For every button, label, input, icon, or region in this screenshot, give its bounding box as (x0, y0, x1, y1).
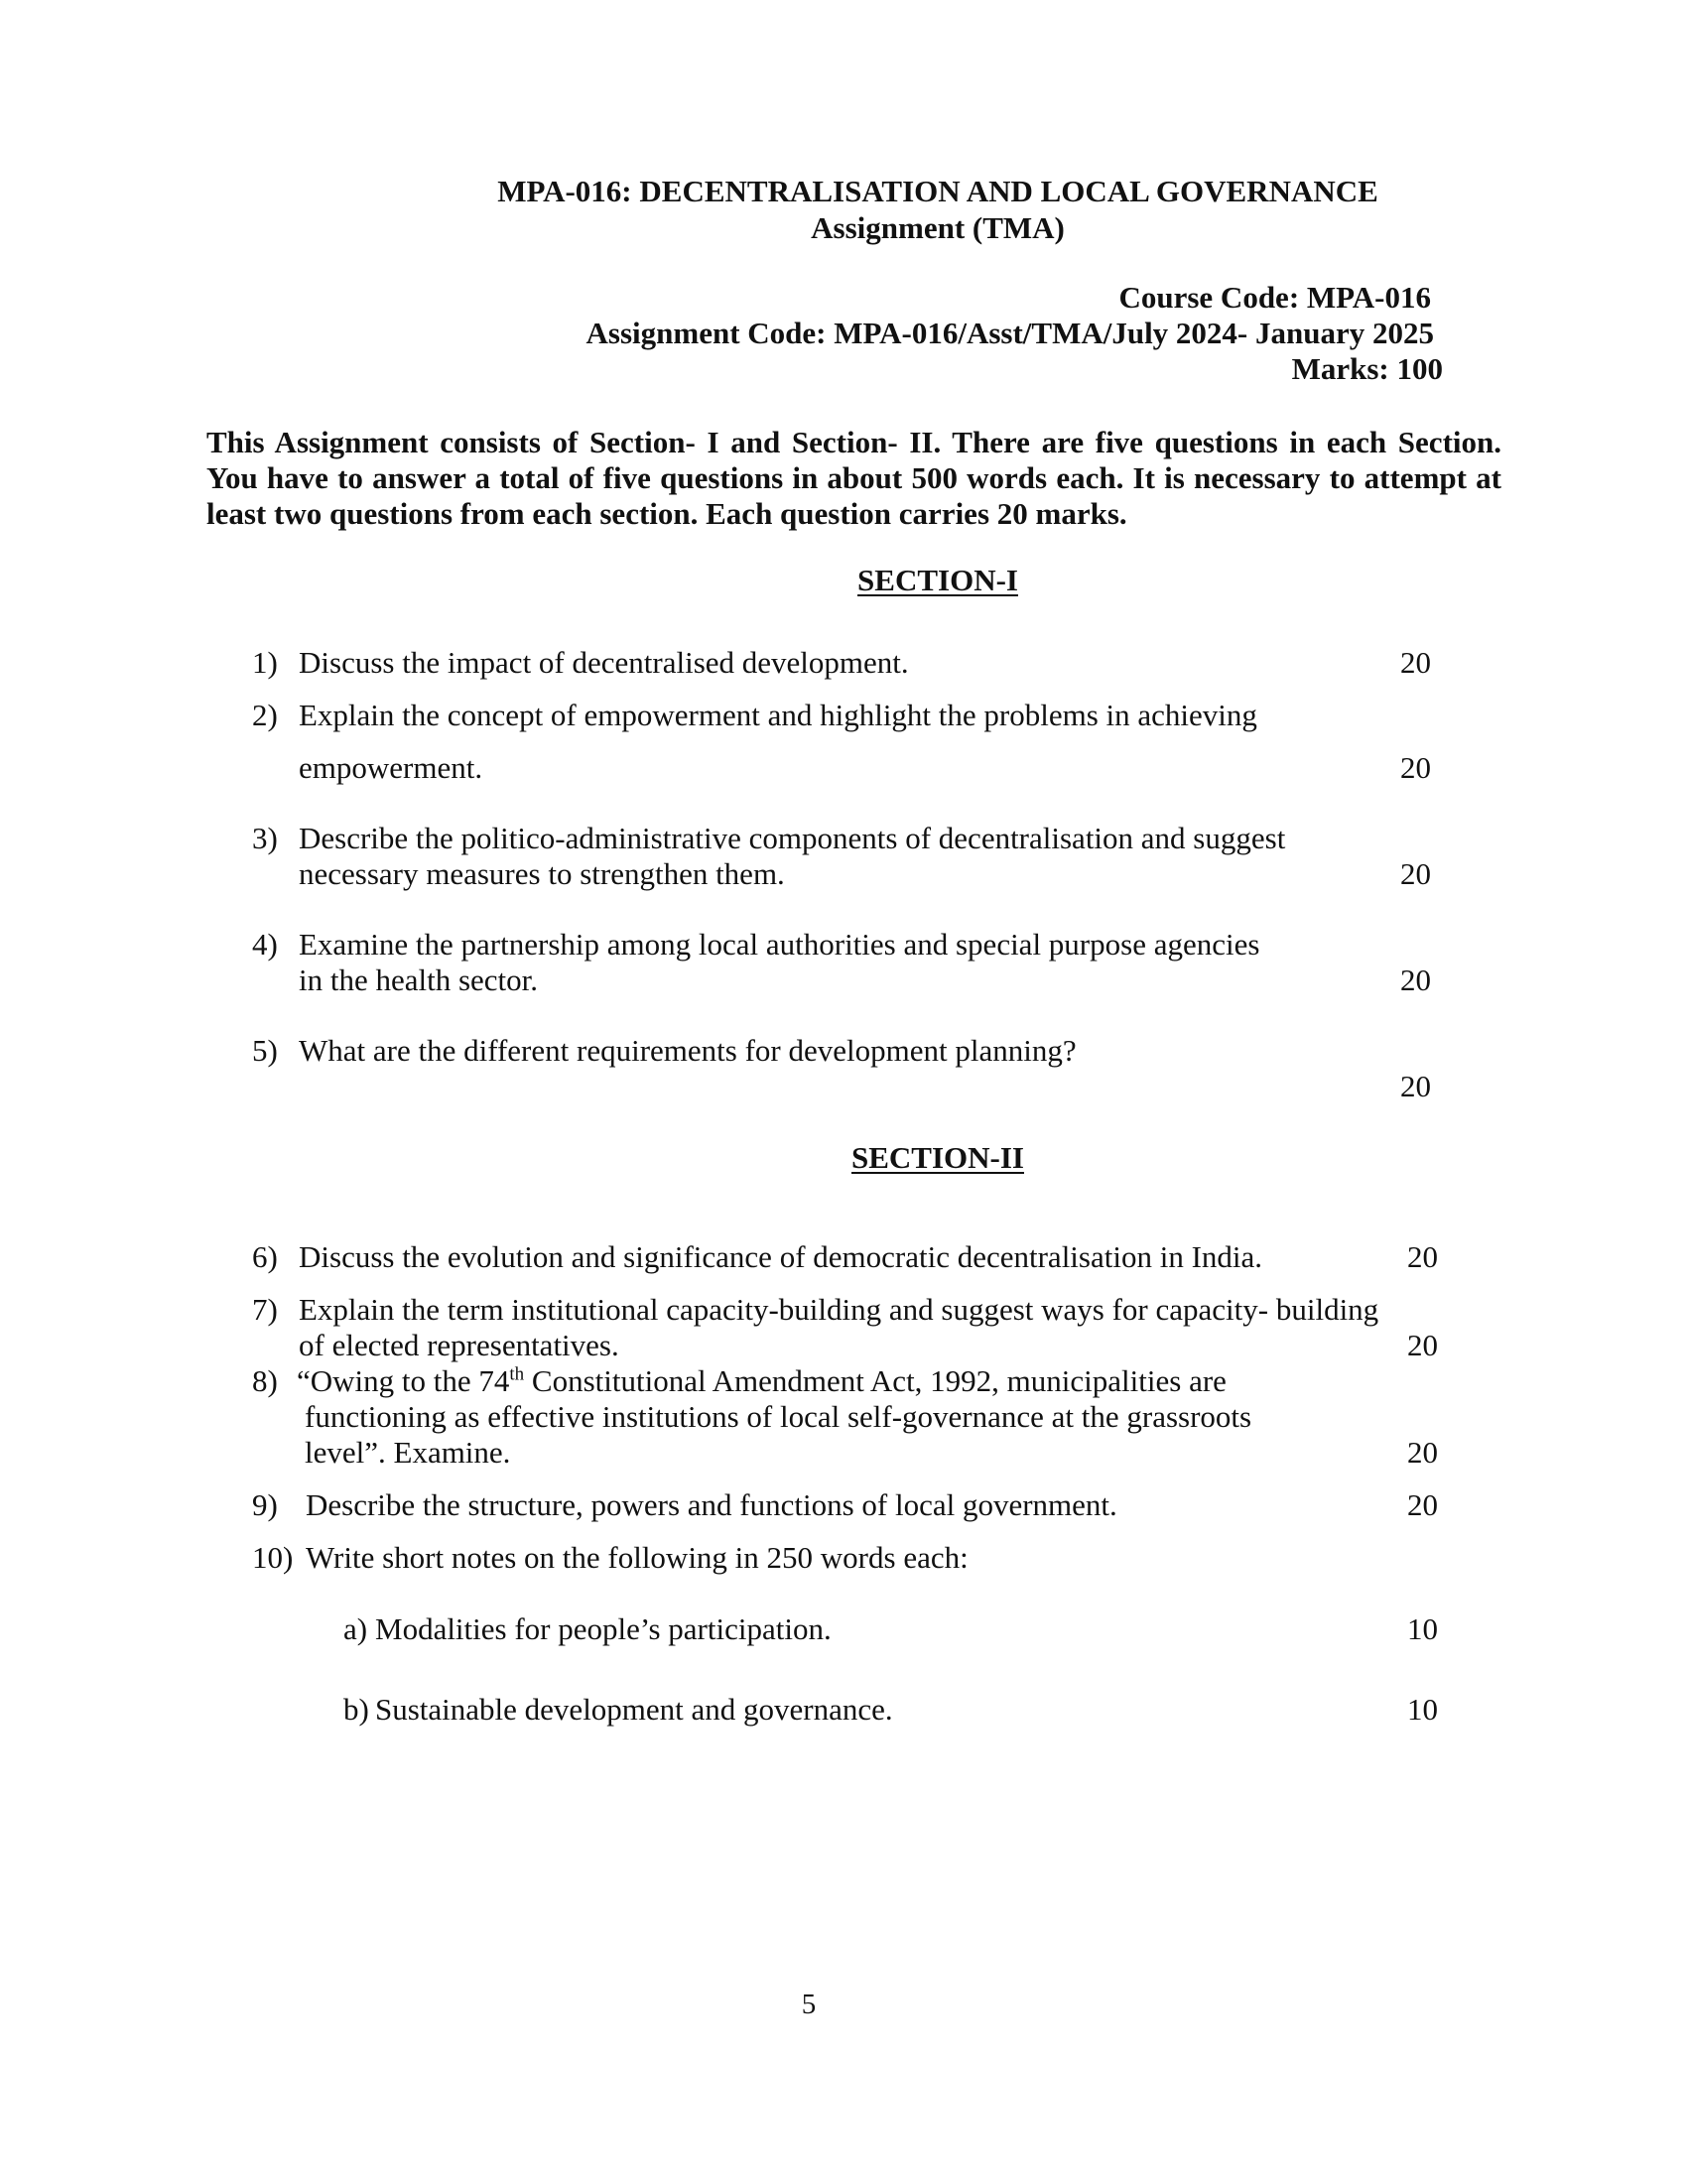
question-marks: 20 (1407, 1487, 1438, 1522)
question-number: 10) (252, 1540, 294, 1575)
total-marks: Marks: 100 (1291, 351, 1443, 386)
question-marks: 20 (1400, 1069, 1431, 1103)
question-text: What are the different requirements for development planning? (299, 1033, 1077, 1068)
question-marks: 10 (1407, 1692, 1438, 1727)
question-marks: 10 (1407, 1611, 1438, 1646)
subquestion-label: a) (343, 1611, 368, 1646)
question-text-continued: empowerment. (299, 750, 483, 785)
question-text (297, 1363, 1227, 1399)
question-text: Explain the concept of empowerment and highlight the problems in achieving (299, 698, 1257, 732)
instructions-line: least two questions from each section. Each question carries 20 marks. (206, 496, 1127, 531)
question-number: 2) (252, 698, 278, 732)
question-text-part: Constitutional Amendment Act, 1992, municipalities are (524, 1363, 1227, 1398)
question-marks: 20 (1400, 963, 1431, 997)
ordinal-superscript: th (509, 1363, 525, 1385)
question-text: Discuss the impact of decentralised development. (299, 645, 909, 680)
question-number: 4) (252, 927, 278, 962)
subquestion-text: Modalities for people’s participation. (375, 1611, 832, 1646)
question-marks: 20 (1407, 1435, 1438, 1470)
question-text: Describe the structure, powers and functions of local government. (306, 1487, 1117, 1522)
question-text: Discuss the evolution and significance of democratic decentralisation in India. (299, 1239, 1263, 1274)
question-number: 9) (252, 1487, 278, 1522)
question-marks: 20 (1400, 750, 1431, 785)
question-marks: 20 (1400, 856, 1431, 891)
course-code: Course Code: MPA-016 (1118, 280, 1431, 315)
question-number: 1) (252, 645, 278, 680)
subquestion-label: b) (343, 1692, 369, 1727)
page-number: 5 (801, 1989, 817, 2020)
question-text-continued: of elected representatives. (299, 1328, 619, 1362)
instructions-line: This Assignment consists of Section- I and Section- II. There are five questions in each Section. (206, 425, 1501, 459)
question-text-continued: functioning as effective institutions of local self-governance at the grassroots (305, 1399, 1252, 1434)
question-number: 5) (252, 1033, 278, 1068)
question-text: Write short notes on the following in 250 words each: (306, 1540, 969, 1575)
question-number: 6) (252, 1239, 278, 1274)
question-marks: 20 (1400, 645, 1431, 680)
instructions-paragraph (206, 425, 1501, 532)
section-heading: SECTION-II (851, 1140, 1024, 1175)
document-title: MPA-016: DECENTRALISATION AND LOCAL GOVERNANCE (497, 174, 1378, 208)
question-text: Explain the term institutional capacity-building and suggest ways for capacity- building (299, 1292, 1379, 1327)
document-subtitle: Assignment (TMA) (811, 210, 1065, 245)
question-text: Examine the partnership among local authorities and special purpose agencies (299, 927, 1260, 962)
question-text-part: “Owing to the 74 (297, 1363, 510, 1398)
question-marks: 20 (1407, 1239, 1438, 1274)
section-heading: SECTION-I (857, 563, 1018, 597)
question-number: 3) (252, 821, 278, 855)
assignment-code: Assignment Code: MPA-016/Asst/TMA/July 2024- January 2025 (585, 316, 1434, 350)
question-text-continued: necessary measures to strengthen them. (299, 856, 785, 891)
subquestion-text: Sustainable development and governance. (375, 1692, 893, 1727)
question-text-continued: level”. Examine. (305, 1435, 511, 1470)
question-number: 7) (252, 1292, 278, 1327)
question-text-continued: in the health sector. (299, 963, 539, 997)
question-number: 8) (252, 1363, 278, 1398)
question-marks: 20 (1407, 1328, 1438, 1362)
question-text: Describe the politico-administrative components of decentralisation and suggest (299, 821, 1286, 855)
instructions-line: You have to answer a total of five questions in about 500 words each. It is necessary to attempt at (206, 460, 1501, 495)
